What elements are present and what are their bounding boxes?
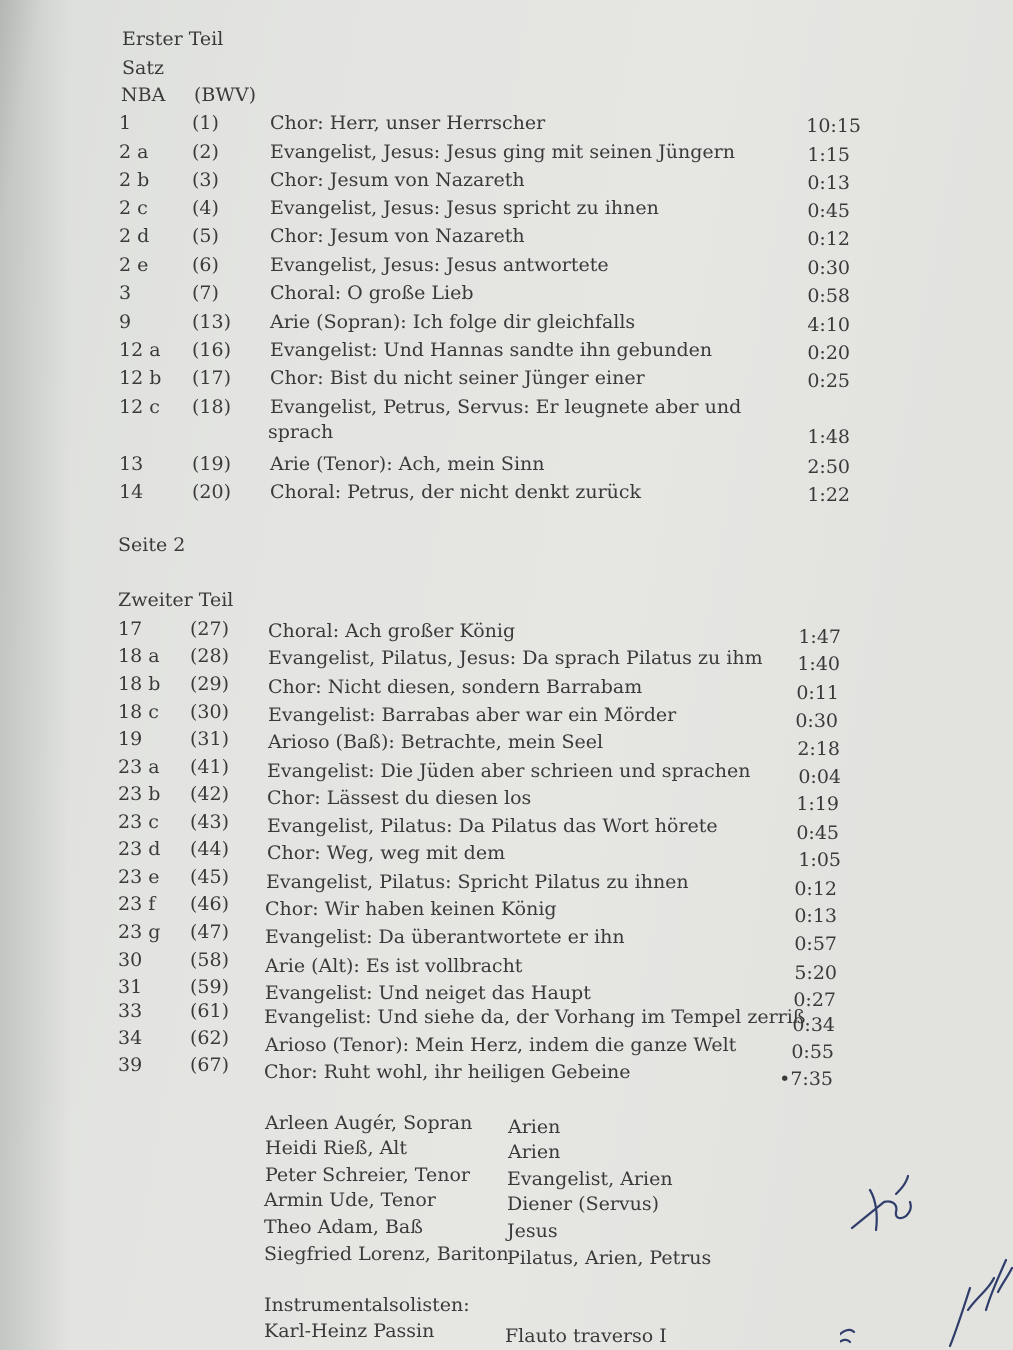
track-title: Evangelist, Petrus, Servus: Er leugnete aber und: [270, 396, 742, 418]
track-row: [0, 112, 1013, 138]
track-title: Evangelist: Die Jüden aber schrieen und sprachen: [267, 760, 751, 782]
track-duration: 0:58: [807, 285, 850, 307]
track-title: Chor: Lässest du diesen los: [267, 787, 532, 809]
track-nba-number: 2 e: [119, 254, 149, 276]
track-title-continued: sprach: [268, 421, 334, 443]
track-bwv-number: (29): [190, 673, 230, 695]
track-duration: 0:34: [792, 1014, 835, 1036]
track-nba-number: 23 a: [118, 756, 160, 778]
track-row: [0, 701, 1013, 732]
track-row: [0, 225, 1013, 251]
part2-title: Zweiter Teil: [118, 589, 234, 611]
track-nba-number: 23 f: [118, 893, 156, 915]
track-duration: 0:04: [798, 766, 841, 788]
track-nba-number: 14: [119, 481, 144, 503]
column-nba: NBA: [121, 84, 166, 106]
track-bwv-number: (5): [192, 225, 219, 247]
track-title: Chor: Nicht diesen, sondern Barrabam: [268, 676, 643, 698]
column-satz: Satz: [122, 57, 164, 79]
track-nba-number: 2 b: [119, 169, 150, 191]
track-bwv-number: (45): [190, 866, 230, 888]
track-nba-number: 23 c: [118, 811, 159, 833]
track-duration: 1:47: [798, 626, 841, 648]
track-bwv-number: (27): [190, 618, 230, 640]
track-bwv-number: (41): [190, 756, 230, 778]
track-nba-number: 31: [118, 976, 143, 998]
track-nba-number: 23 g: [118, 921, 161, 943]
track-row: [0, 811, 1013, 844]
track-duration: 0:20: [807, 342, 850, 364]
track-title: Evangelist: Und neiget das Haupt: [265, 982, 591, 1004]
track-title: Arie (Tenor): Ach, mein Sinn: [270, 453, 545, 475]
track-bwv-number: (18): [192, 396, 232, 418]
track-row: [0, 1054, 1013, 1090]
track-bwv-number: (17): [192, 367, 232, 389]
track-duration: 0:55: [791, 1041, 834, 1063]
track-nba-number: 3: [119, 282, 132, 304]
soloist-row: [0, 1189, 1013, 1215]
soloist-role: Arien: [508, 1116, 561, 1138]
track-title: Choral: O große Lieb: [270, 282, 474, 304]
track-nba-number: 1: [119, 112, 132, 134]
part1-title: Erster Teil: [122, 28, 224, 50]
column-bwv: (BWV): [194, 84, 257, 106]
track-nba-number: 23 d: [118, 838, 161, 860]
track-bwv-number: (20): [192, 481, 232, 503]
track-title: Arioso (Baß): Betrachte, mein Seel: [268, 731, 604, 753]
track-nba-number: 2 c: [119, 197, 148, 219]
track-title: Evangelist: Und Hannas sandte ihn gebunden: [270, 339, 713, 361]
track-row: [0, 893, 1013, 927]
side-label: Seite 2: [118, 534, 186, 556]
track-bwv-number: (47): [190, 921, 230, 943]
instrumental-heading: Instrumentalsolisten:: [264, 1294, 470, 1316]
track-title: Arioso (Tenor): Mein Herz, indem die ganze Welt: [265, 1034, 737, 1056]
track-title: Evangelist, Jesus: Jesus spricht zu ihnen: [270, 197, 659, 219]
track-title: Chor: Wir haben keinen König: [265, 898, 557, 920]
track-title: Chor: Weg, weg mit dem: [267, 842, 506, 864]
track-nba-number: 2 d: [119, 225, 150, 247]
track-nba-number: 17: [118, 618, 143, 640]
track-nba-number: 12 c: [119, 396, 160, 418]
soloist-name: Heidi Rieß, Alt: [265, 1137, 407, 1159]
soloist-row: [0, 1164, 1013, 1190]
track-bwv-number: (46): [190, 893, 230, 915]
soloist-name: Peter Schreier, Tenor: [265, 1164, 470, 1186]
track-bwv-number: (3): [192, 169, 219, 191]
track-title: Chor: Herr, unser Herrscher: [270, 112, 546, 134]
track-nba-number: 33: [118, 1000, 143, 1022]
track-nba-number: 30: [118, 949, 143, 971]
soloist-role: Arien: [508, 1141, 561, 1163]
track-duration: 0:57: [794, 933, 837, 955]
track-nba-number: 12 a: [119, 339, 161, 361]
track-duration: 4:10: [807, 314, 850, 336]
track-bwv-number: (13): [192, 311, 232, 333]
track-bwv-number: (67): [190, 1054, 230, 1076]
track-duration: 1:48: [807, 426, 850, 448]
track-row: [0, 756, 1013, 788]
track-row: [0, 396, 1013, 448]
soloist-name: Siegfried Lorenz, Bariton: [264, 1243, 509, 1265]
track-bwv-number: (42): [190, 783, 230, 805]
instrumentalist-name: Karl-Heinz Passin: [264, 1320, 435, 1342]
soloist-name: Theo Adam, Baß: [264, 1216, 423, 1238]
track-row: [0, 645, 1013, 675]
track-duration: 0:12: [807, 228, 850, 250]
soloist-name: Arleen Augér, Sopran: [265, 1112, 473, 1134]
soloist-role: Jesus: [507, 1220, 558, 1242]
soloist-row: [0, 1243, 1013, 1269]
track-duration: 1:15: [807, 144, 850, 166]
track-nba-number: 9: [119, 311, 132, 333]
track-duration: 0:13: [807, 172, 850, 194]
soloist-role: Evangelist, Arien: [507, 1168, 673, 1190]
track-title: Evangelist, Pilatus: Spricht Pilatus zu ihnen: [266, 871, 689, 893]
track-nba-number: 39: [118, 1054, 143, 1076]
track-bwv-number: (2): [192, 141, 219, 163]
track-row: [0, 1000, 1013, 1036]
track-duration: 10:15: [806, 115, 861, 137]
track-bwv-number: (62): [190, 1027, 230, 1049]
track-row: [0, 197, 1013, 223]
track-title: Evangelist: Und siehe da, der Vorhang im Tempel zerriß: [264, 1006, 806, 1028]
track-bwv-number: (28): [190, 645, 230, 667]
track-bwv-number: (44): [190, 838, 230, 860]
track-duration: 0:12: [794, 878, 837, 900]
instrumentalist-row: [0, 1320, 1013, 1346]
track-title: Evangelist: Da überantwortete er ihn: [265, 926, 625, 948]
soloist-role: Pilatus, Arien, Petrus: [507, 1247, 712, 1269]
instrumentalist-role: Flauto traverso I: [505, 1325, 667, 1347]
track-duration: 5:20: [794, 962, 837, 984]
track-bwv-number: (30): [190, 701, 230, 723]
track-duration: 1:40: [797, 653, 840, 675]
track-duration: 2:18: [797, 738, 840, 760]
track-duration: 0:25: [807, 370, 850, 392]
track-title: Evangelist, Pilatus, Jesus: Da sprach Pilatus zu ihm: [268, 647, 763, 669]
track-title: Choral: Petrus, der nicht denkt zurück: [270, 481, 642, 503]
track-title: Arie (Sopran): Ich folge dir gleichfalls: [270, 311, 636, 333]
track-row: [0, 282, 1013, 308]
track-duration: 0:27: [793, 989, 836, 1011]
track-bwv-number: (61): [190, 1000, 230, 1022]
track-row: [0, 311, 1013, 337]
track-bwv-number: (59): [190, 976, 230, 998]
track-nba-number: 18 c: [118, 701, 159, 723]
track-row: [0, 1027, 1013, 1063]
track-nba-number: 23 b: [118, 783, 161, 805]
track-row: [0, 673, 1013, 704]
track-row: [0, 949, 1013, 984]
track-nba-number: 23 e: [118, 866, 160, 888]
track-row: [0, 866, 1013, 900]
soloist-role: Diener (Servus): [507, 1193, 660, 1215]
track-title: Choral: Ach großer König: [268, 620, 516, 642]
soloist-row: [0, 1112, 1013, 1138]
track-duration: 0:13: [794, 905, 837, 927]
track-title: Arie (Alt): Es ist vollbracht: [265, 955, 523, 977]
track-duration: 2:50: [807, 456, 850, 478]
track-duration: 0:45: [796, 822, 839, 844]
track-nba-number: 34: [118, 1027, 143, 1049]
track-title: Evangelist, Pilatus: Da Pilatus das Wort hörete: [267, 815, 718, 837]
soloist-row: [0, 1216, 1013, 1242]
track-bwv-number: (4): [192, 197, 219, 219]
track-duration: 1:05: [798, 849, 841, 871]
track-title: Evangelist, Jesus: Jesus antwortete: [270, 254, 609, 276]
track-title: Evangelist: Barrabas aber war ein Mörder: [268, 704, 677, 726]
track-duration: •7:35: [779, 1068, 833, 1090]
track-title: Evangelist, Jesus: Jesus ging mit seinen Jüngern: [270, 141, 735, 163]
track-nba-number: 19: [118, 728, 143, 750]
track-bwv-number: (1): [192, 112, 219, 134]
track-nba-number: 13: [119, 453, 144, 475]
track-duration: 0:30: [795, 710, 838, 732]
track-duration: 0:45: [807, 200, 850, 222]
track-bwv-number: (19): [192, 453, 232, 475]
track-row: [0, 838, 1013, 871]
track-duration: 0:30: [807, 257, 850, 279]
track-bwv-number: (16): [192, 339, 232, 361]
track-bwv-number: (7): [192, 282, 219, 304]
soloist-name: Armin Ude, Tenor: [264, 1189, 436, 1211]
track-title: Chor: Bist du nicht seiner Jünger einer: [270, 367, 645, 389]
track-title: Chor: Ruht wohl, ihr heiligen Gebeine: [264, 1061, 631, 1083]
track-row: [0, 254, 1013, 280]
soloist-row: [0, 1137, 1013, 1163]
track-nba-number: 18 b: [118, 673, 161, 695]
track-row: [0, 783, 1013, 815]
track-duration: 0:11: [796, 682, 839, 704]
track-row: [0, 453, 1013, 479]
track-bwv-number: (6): [192, 254, 219, 276]
track-duration: 1:19: [796, 793, 839, 815]
track-row: [0, 921, 1013, 955]
track-duration: 1:22: [807, 484, 850, 506]
track-nba-number: 18 a: [118, 645, 160, 667]
track-bwv-number: (58): [190, 949, 230, 971]
track-row: [0, 481, 1013, 507]
track-row: [0, 367, 1013, 393]
track-title: Chor: Jesum von Nazareth: [270, 169, 525, 191]
track-row: [0, 728, 1013, 760]
track-title: Chor: Jesum von Nazareth: [270, 225, 525, 247]
track-row: [0, 339, 1013, 365]
track-row: [0, 169, 1013, 195]
track-row: [0, 618, 1013, 648]
track-bwv-number: (31): [190, 728, 230, 750]
track-nba-number: 12 b: [119, 367, 162, 389]
track-bwv-number: (43): [190, 811, 230, 833]
track-row: [0, 141, 1013, 167]
track-nba-number: 2 a: [119, 141, 149, 163]
